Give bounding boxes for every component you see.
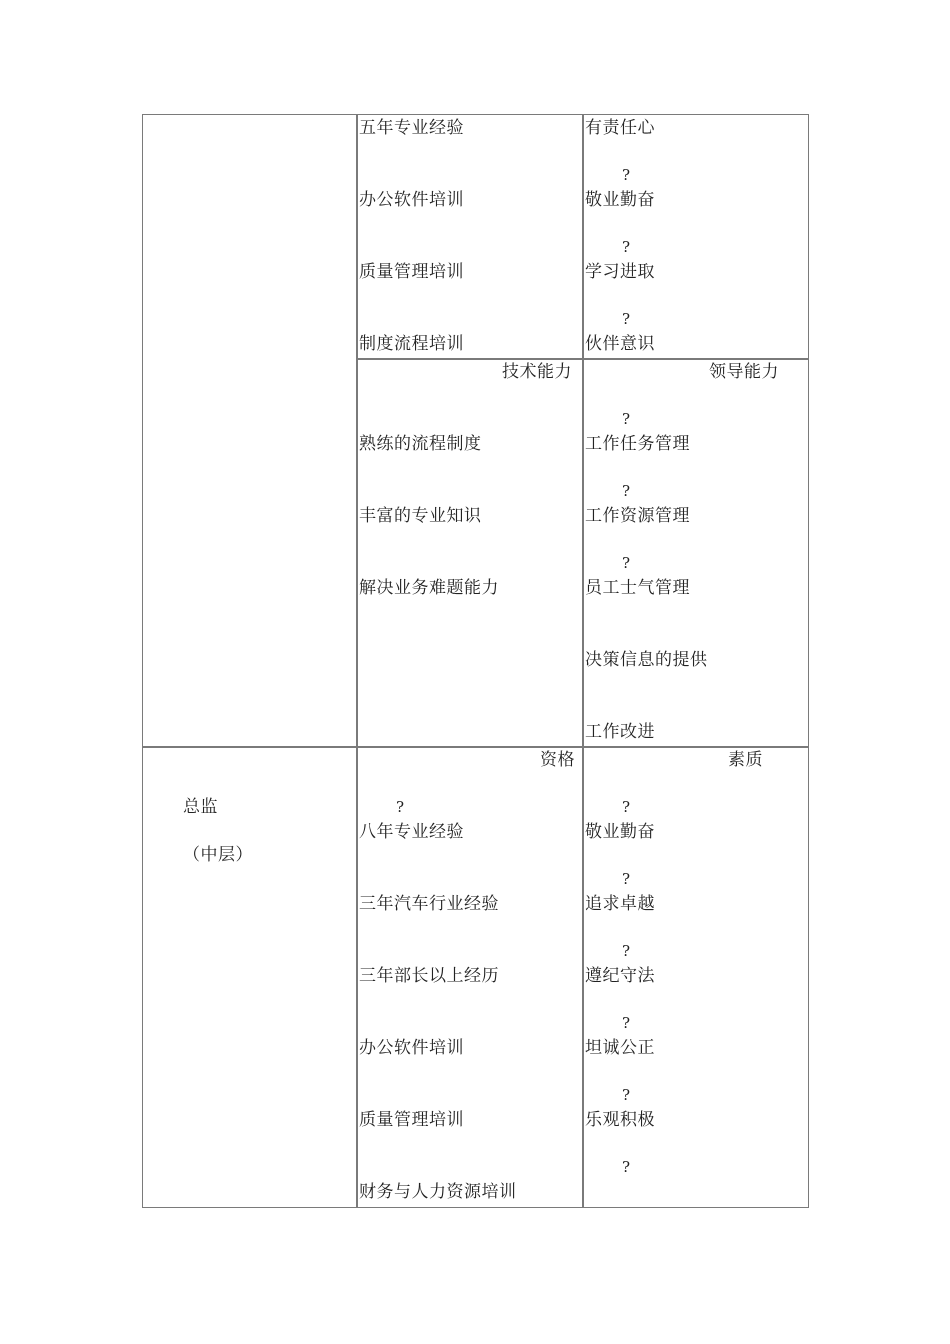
qualification-item: 八年专业经验 [359, 822, 464, 842]
bullet-marker: ? [622, 1014, 631, 1032]
lead-item: 决策信息的提供 [585, 650, 708, 670]
quality-item: 有责任心 [585, 118, 655, 138]
cell-top-col2 [356, 114, 584, 360]
position-title: 总监 [183, 797, 218, 817]
qualification-item: 办公软件培训 [359, 190, 464, 210]
qualification-item: 三年汽车行业经验 [359, 894, 499, 914]
tech-item: 丰富的专业知识 [359, 506, 482, 526]
tech-item: 解决业务难题能力 [359, 578, 499, 598]
cell-top-left [142, 114, 358, 748]
qualification-item: 办公软件培训 [359, 1038, 464, 1058]
bullet-marker: ? [622, 798, 631, 816]
quality-header: 素质 [728, 750, 763, 770]
bullet-marker: ? [622, 482, 631, 500]
quality-item: 伙伴意识 [585, 334, 655, 354]
tech-item: 熟练的流程制度 [359, 434, 482, 454]
qualification-header: 资格 [540, 750, 575, 770]
qualification-item: 三年部长以上经历 [359, 966, 499, 986]
quality-item: 坦诚公正 [585, 1038, 655, 1058]
bullet-marker: ? [622, 410, 631, 428]
lead-item: 员工士气管理 [585, 578, 690, 598]
lead-header: 领导能力 [709, 362, 779, 382]
lead-item: 工作任务管理 [585, 434, 690, 454]
bullet-marker: ? [396, 798, 405, 816]
lead-item: 工作资源管理 [585, 506, 690, 526]
bullet-marker: ? [622, 238, 631, 256]
cell-bottom-left [142, 746, 358, 1208]
bullet-marker: ? [622, 310, 631, 328]
bullet-marker: ? [622, 870, 631, 888]
bullet-marker: ? [622, 166, 631, 184]
bullet-marker: ? [622, 942, 631, 960]
qualification-item: 财务与人力资源培训 [359, 1182, 517, 1202]
qualification-item: 五年专业经验 [359, 118, 464, 138]
qualification-item: 质量管理培训 [359, 262, 464, 282]
quality-item: 遵纪守法 [585, 966, 655, 986]
position-level: （中层） [183, 845, 253, 865]
quality-item: 学习进取 [585, 262, 655, 282]
cell-mid-col2 [356, 358, 584, 748]
qualification-item: 质量管理培训 [359, 1110, 464, 1130]
quality-item: 敬业勤奋 [585, 190, 655, 210]
tech-header: 技术能力 [502, 362, 572, 382]
bullet-marker: ? [622, 554, 631, 572]
quality-item: 追求卓越 [585, 894, 655, 914]
lead-item: 工作改进 [585, 722, 655, 742]
qualification-item: 制度流程培训 [359, 334, 464, 354]
bullet-marker: ? [622, 1158, 631, 1176]
cell-top-col3 [582, 114, 809, 360]
cell-mid-col3 [582, 358, 809, 748]
bullet-marker: ? [622, 1086, 631, 1104]
quality-item: 敬业勤奋 [585, 822, 655, 842]
quality-item: 乐观积极 [585, 1110, 655, 1130]
